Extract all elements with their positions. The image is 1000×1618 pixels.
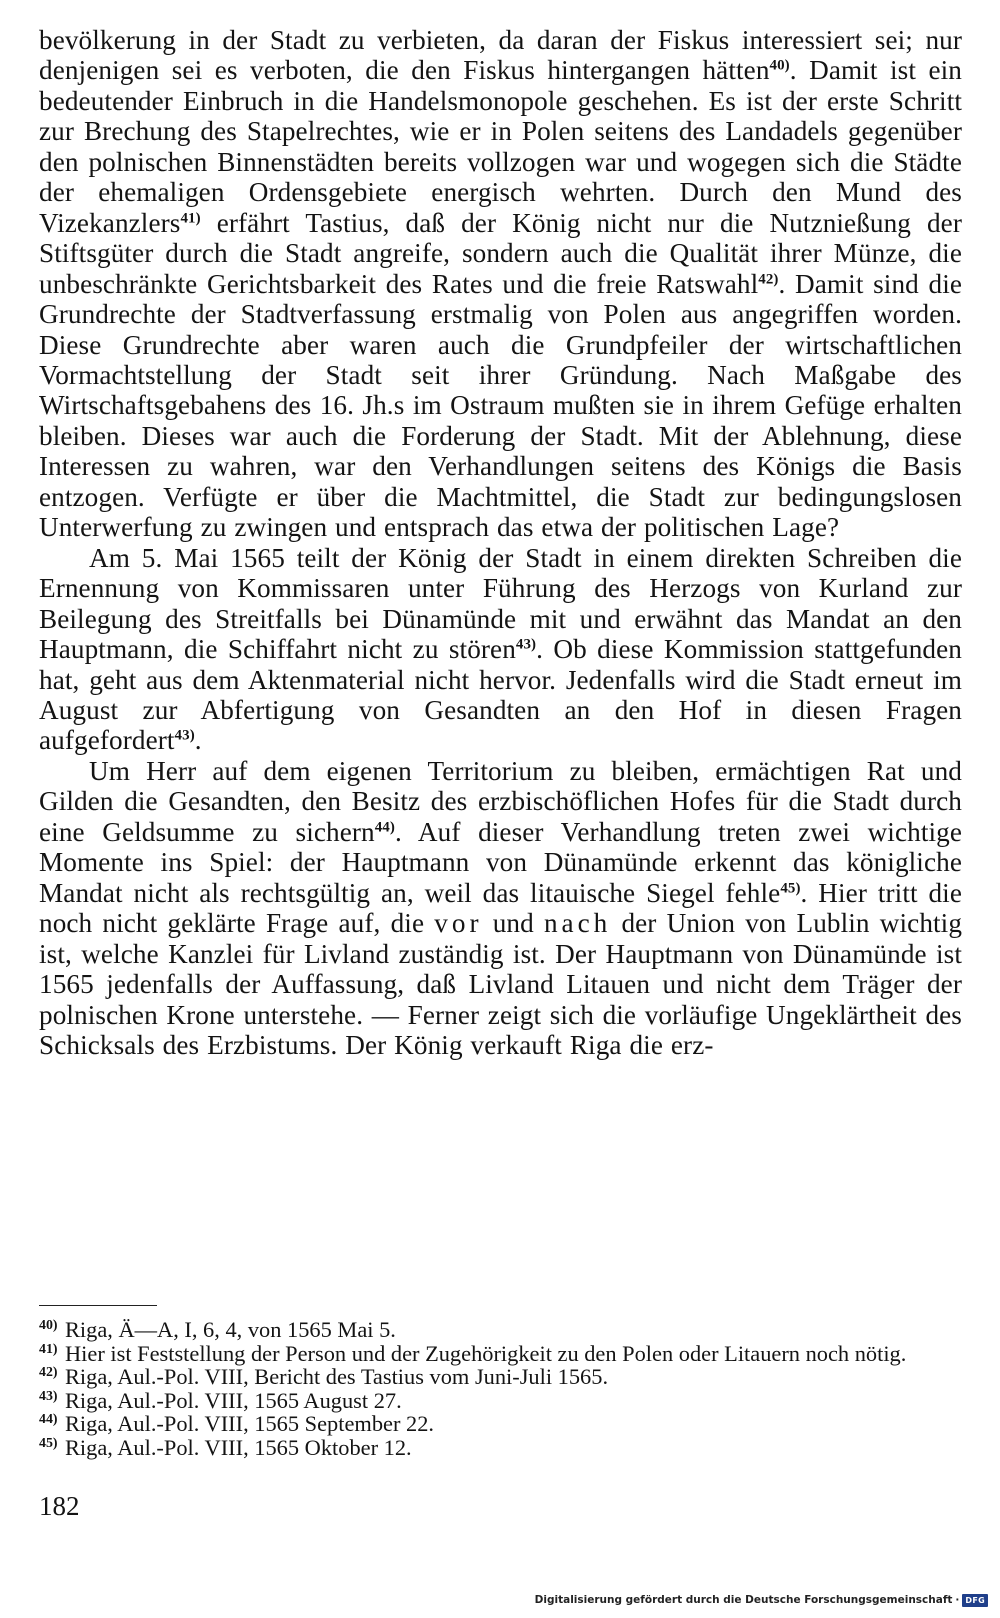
text-run: . Hier tritt die noch nicht geklärte Frage auf, die (39, 877, 962, 939)
dfg-logo-icon: DFG (962, 1594, 988, 1607)
footnote-text: Riga, Aul.-Pol. VIII, 1565 August 27. (65, 1387, 402, 1413)
text-run: der Union von Lublin wichtig ist, welche Kanzlei für Livland zuständig ist. Der Hauptmann von Dünamünde ist 1565 jedenfalls der Auffassung, daß Livland Litauen und nicht dem Träger der polnischen Krone unterstehe. — Ferner zeigt sich die vorläufige Ungeklärtheit des Schicksals des Erzbistums. Der König verkauft Riga die erz- (39, 908, 963, 1060)
funding-note: Digitalisierung gefördert durch die Deutsche Forschungsgemeinschaft · DFG (535, 1590, 988, 1610)
footnote-reference: 43) (515, 636, 537, 653)
spaced-emphasis: nach (543, 908, 612, 939)
text-run: . (194, 725, 202, 756)
paragraph (39, 756, 962, 1061)
text-run: . Auf dieser Verhandlung treten zwei wichtige Momente ins Spiel: der Hauptmann von Dünamünde erkennt das königliche Mandat nicht als rechtsgültig an, weil das litauische Siegel fehle (39, 816, 962, 908)
footnote-text: Riga, Aul.-Pol. VIII, 1565 Oktober 12. (65, 1434, 412, 1460)
paragraph (39, 543, 962, 756)
footnote-text: Hier ist Feststellung der Person und der Zugehörigkeit zu den Polen oder Litauern noch nötig. (65, 1340, 907, 1366)
footnote-reference: 44) (374, 819, 395, 836)
footnote-separator (39, 1305, 157, 1306)
spaced-emphasis: vor (434, 908, 483, 939)
footnote-reference: 42) (758, 271, 779, 288)
footnotes (39, 1318, 962, 1459)
footnote-text: Riga, Aul.-Pol. VIII, Bericht des Tastius vom Juni-Juli 1565. (65, 1364, 609, 1389)
footnote-text: Riga, Aul.-Pol. VIII, 1565 September 22. (65, 1411, 434, 1436)
text-run: bevölkerung in der Stadt zu verbieten, da daran der Fiskus interessiert sei; nur denjenigen sei es verboten, die den Fiskus hintergangen hätten (39, 25, 962, 86)
body-text (39, 25, 962, 1060)
funding-note-text: Digitalisierung gefördert durch die Deutsche Forschungsgemeinschaft (534, 1594, 953, 1606)
text-run: . Ob diese Kommission stattgefunden hat, geht aus dem Aktenmaterial nicht hervor. Jedenfalls wird die Stadt erneut im August zur Abfertigung von Gesandten an den Hof in diesen Fragen aufgefordert (39, 634, 962, 756)
page-number: 182 (39, 1491, 80, 1521)
text-run: erfährt Tastius, daß der König nicht nur die Nutznießung der Stiftsgüter durch die Stadt angreife, sondern auch die Qualität ihrer Münze, die unbeschränkte Gerichtsbarkeit des Rates und die freie Ratswahl (39, 207, 962, 299)
footnote: 43) Riga, Aul.-Pol. VIII, 1565 August 27. (39, 1387, 402, 1413)
footnote-text: Riga, Ä—A, I, 6, 4, von 1565 Mai 5. (65, 1317, 396, 1342)
footnote-reference: 40) (769, 58, 790, 75)
footnote: 45) Riga, Aul.-Pol. VIII, 1565 Oktober 12. (39, 1434, 412, 1460)
text-run: Um Herr auf dem eigenen Territorium zu bleiben, ermächtigen Rat und Gilden die Gesandten, den Besitz des erzbischöflichen Hofes für die Stadt durch eine Geldsumme zu sichern (39, 755, 962, 847)
footnote-reference: 43) (174, 728, 195, 745)
footnote: 44) Riga, Aul.-Pol. VIII, 1565 September 22. (39, 1411, 434, 1436)
footnote: 42) Riga, Aul.-Pol. VIII, Bericht des Tastius vom Juni-Juli 1565. (39, 1364, 609, 1389)
footnote-reference: 45) (780, 880, 801, 897)
text-run: und (482, 908, 544, 939)
footnote-reference: 41) (180, 210, 201, 227)
footnote: 40) Riga, Ä—A, I, 6, 4, von 1565 Mai 5. (39, 1317, 396, 1342)
text-run: . Damit ist ein bedeutender Einbruch in die Handelsmonopole geschehen. Es ist der erste Schritt zur Brechung des Stapelrechtes, wie er in Polen seitens des Landadels gegenüber den polnischen Binnenstädten bereits vollzogen war und wogegen sich die Städte der ehemaligen Ordensgebiete energisch wehrten. Durch den Mund des Vizekanzlers (39, 55, 962, 238)
text-run: Am 5. Mai 1565 teilt der König der Stadt in einem direkten Schreiben die Ernennung von Kommissaren unter Führung des Herzogs von Kurland zur Beilegung des Streitfalls bei Dünamünde mit und erwähnt das Mandat an den Hauptmann, die Schiffahrt nicht zu stören (39, 542, 962, 665)
footnote: 41) Hier ist Feststellung der Person und der Zugehörigkeit zu den Polen oder Litauern noch nötig. (39, 1340, 907, 1366)
text-run: . Damit sind die Grundrechte der Stadtverfassung erstmalig von Polen aus angegriffen worden. Diese Grundrechte aber waren auch die Grundpfeiler der wirtschaftlichen Vormachtstellung der Stadt seit ihrer Gründung. Nach Maßgabe des Wirtschaftsgebahens des 16. Jh.s im Ostraum mußten sie in ihrem Gefüge erhalten bleiben. Dieses war auch die Forderung der Stadt. Mit der Ablehnung, diese Interessen zu wahren, war den Verhandlungen seitens des Königs die Basis entzogen. Verfügte er über die Machtmittel, die Stadt zur bedingungslosen Unterwerfung zu zwingen und entsprach das etwa der politischen Lage? (39, 268, 963, 543)
paragraph (39, 25, 962, 543)
